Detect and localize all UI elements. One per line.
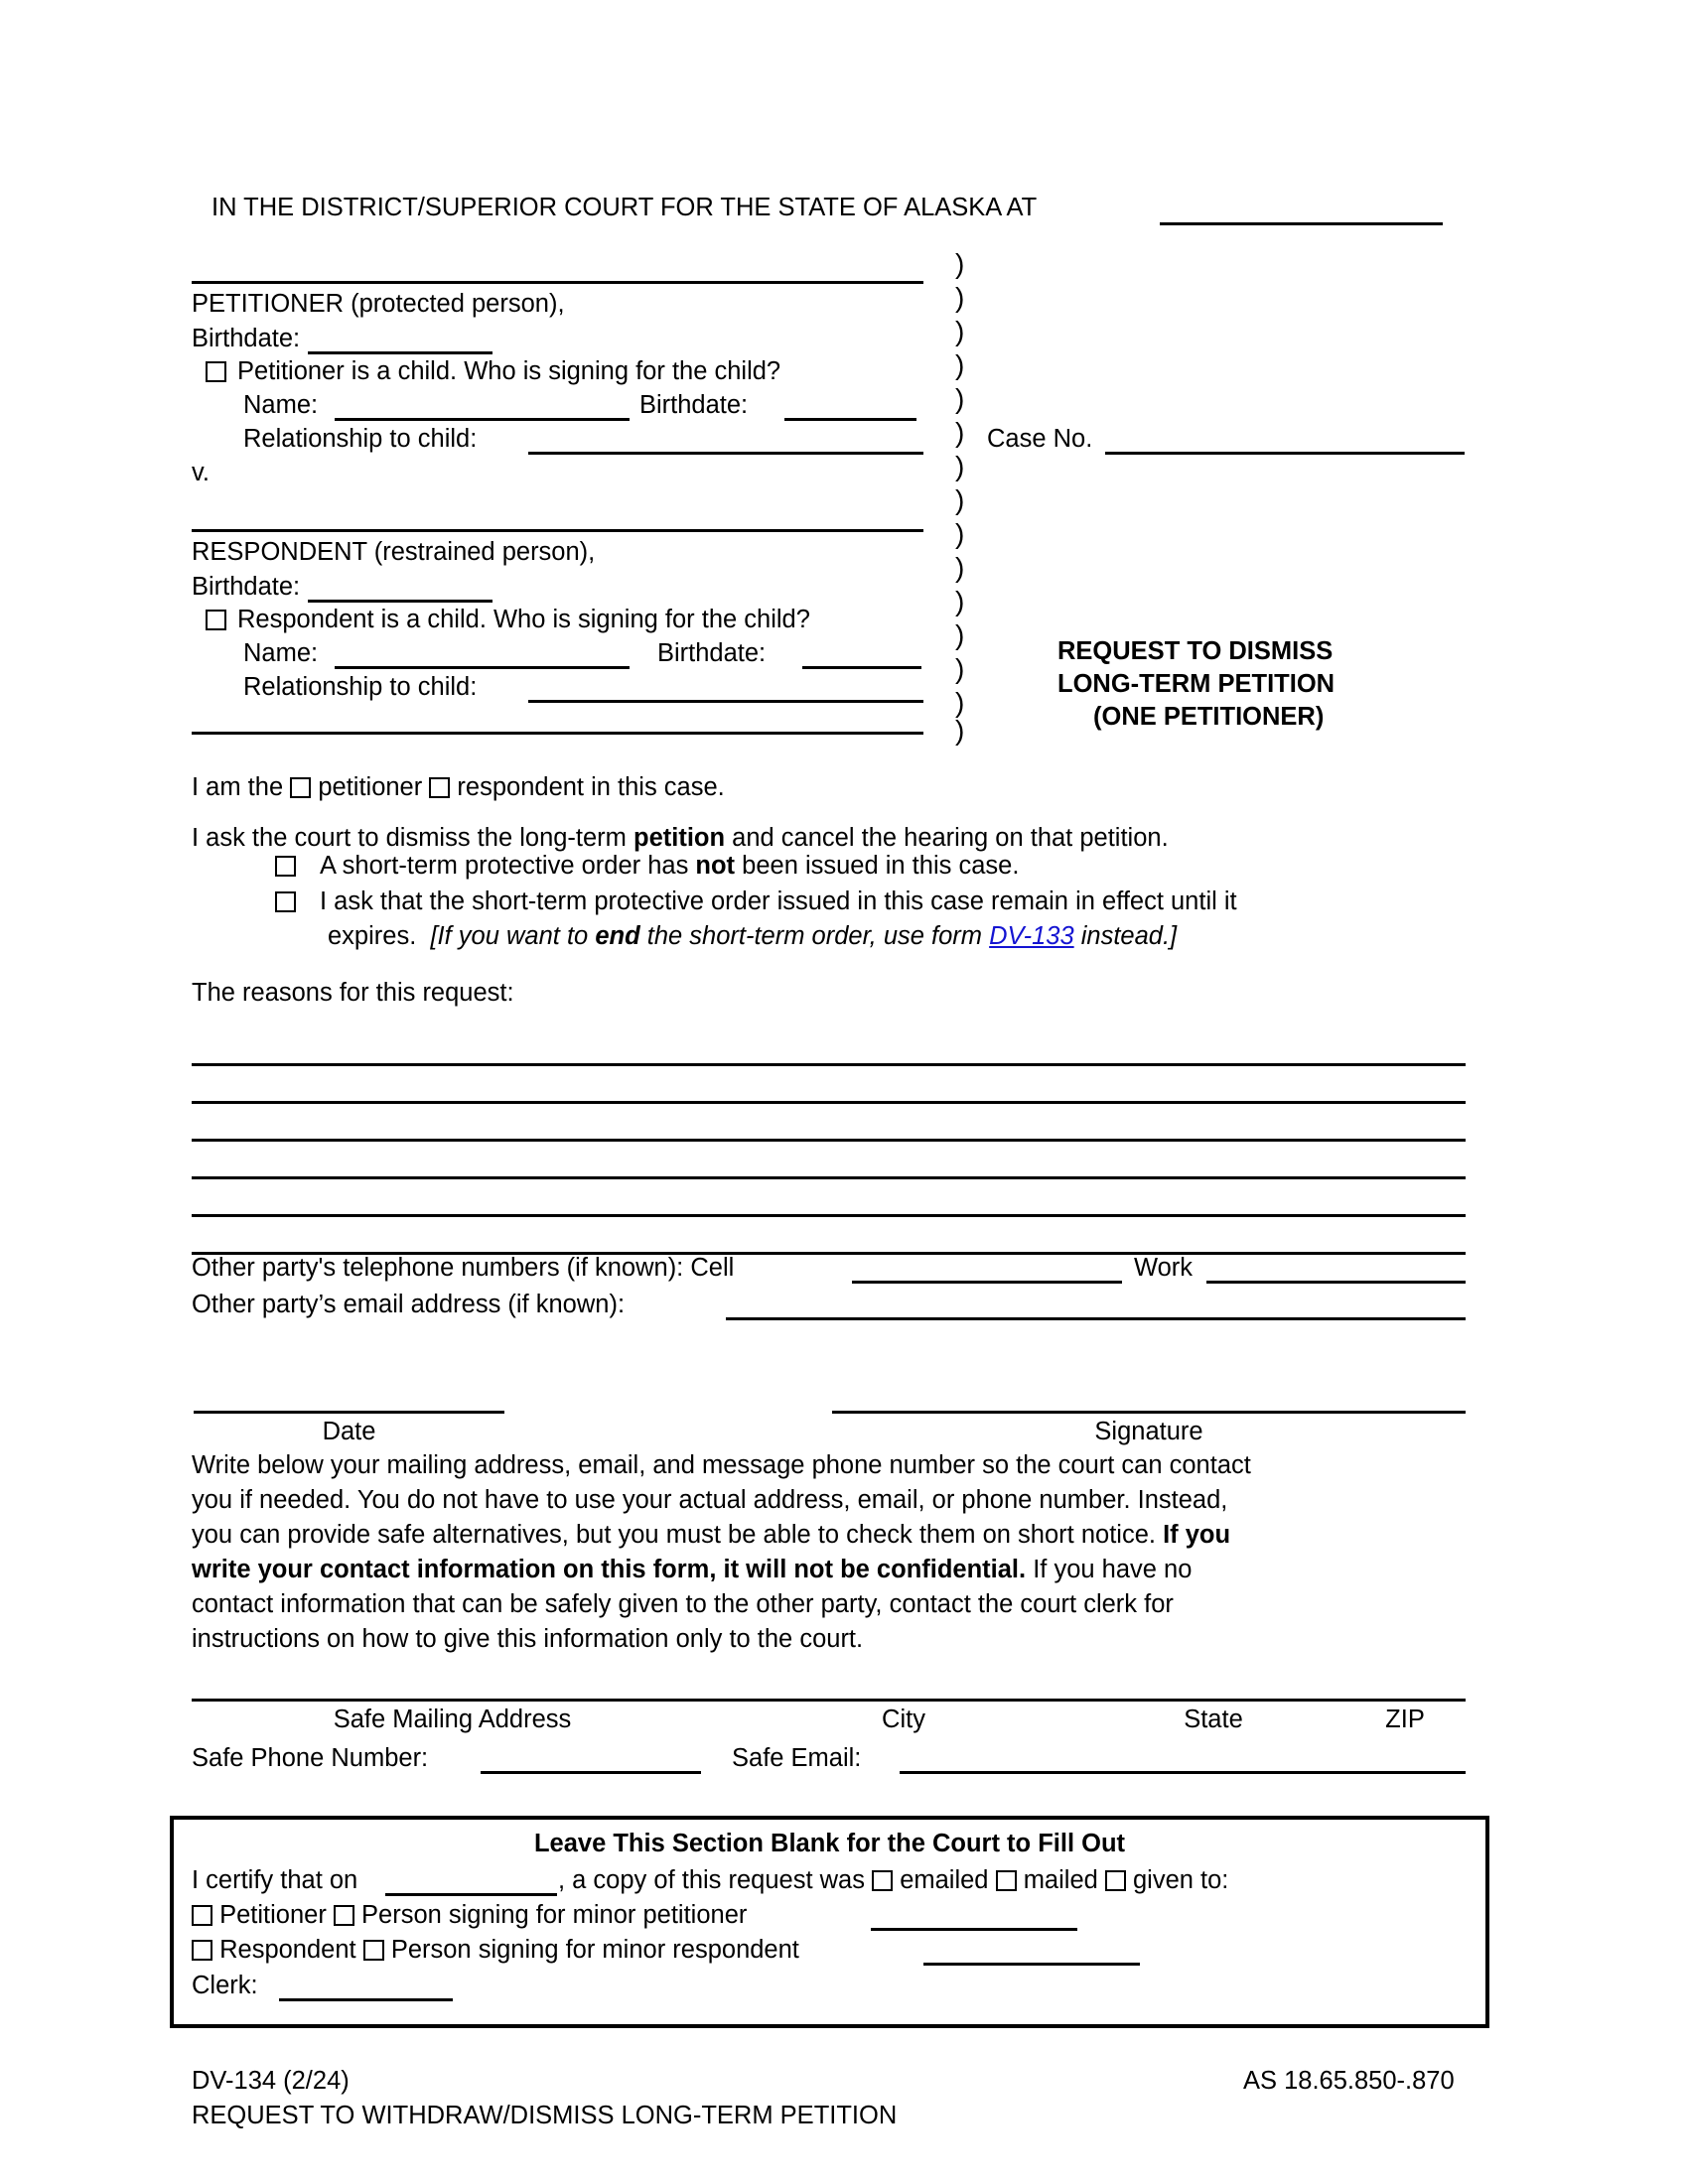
- caption-paren: ): [955, 316, 965, 346]
- contact-paragraph-line6: instructions on how to give this information only to the court.: [192, 1625, 864, 1653]
- date-signature-blank-date[interactable]: [194, 1411, 504, 1414]
- respondent-role-label: respondent in this case.: [457, 773, 725, 801]
- date-label: Date: [322, 1418, 376, 1445]
- court-section-heading: Leave This Section Blank for the Court to Fill Out: [533, 1830, 1126, 1857]
- petitioner-relationship-blank[interactable]: [528, 452, 923, 455]
- keep-short-term-order-checkbox[interactable]: [275, 891, 296, 912]
- respondent-relationship-label: Relationship to child:: [243, 673, 478, 701]
- caption-paren: ): [955, 619, 965, 650]
- caption-paren: ): [955, 586, 965, 616]
- keep-short-term-order-label-line1: I ask that the short-term protective order issued in this case remain in effect until it: [320, 887, 1237, 915]
- caption-paren: ): [955, 383, 965, 414]
- certify-mid-row: [558, 1865, 1228, 1895]
- contact-paragraph-line3: [192, 1520, 1230, 1550]
- respondent-signer-birthdate-label: Birthdate:: [657, 639, 767, 667]
- respondent-birthdate-blank[interactable]: [308, 600, 492, 603]
- option2-italic-pre: [If you want to: [430, 922, 596, 950]
- safe-email-blank[interactable]: [900, 1771, 1466, 1774]
- caption-bottom-rule: [192, 732, 923, 735]
- no-short-term-order-label: [320, 851, 1019, 881]
- signature-label: Signature: [1094, 1418, 1203, 1445]
- respondent-signer-name-label: Name:: [243, 639, 319, 667]
- served-minor-respondent-checkbox[interactable]: [363, 1940, 384, 1961]
- footer-form-number: DV-134 (2/24): [192, 2067, 350, 2095]
- option2-italic-bold: end: [595, 922, 640, 950]
- option1-bold: not: [695, 852, 736, 880]
- option2-note: [416, 922, 1177, 950]
- form-title-line2: LONG-TERM PETITION: [1057, 670, 1336, 698]
- given-to-label: given to:: [1133, 1866, 1229, 1894]
- court-location-blank[interactable]: [1160, 222, 1443, 225]
- case-number-label: Case No.: [987, 425, 1093, 453]
- emailed-checkbox[interactable]: [872, 1870, 893, 1891]
- option1-pre: A short-term protective order has: [320, 852, 696, 880]
- other-party-email-blank[interactable]: [726, 1317, 1466, 1320]
- petitioner-name-blank[interactable]: [192, 281, 923, 284]
- reason-line[interactable]: [192, 1101, 1466, 1104]
- reason-line[interactable]: [192, 1176, 1466, 1179]
- safe-city-label: City: [882, 1706, 925, 1733]
- reason-line[interactable]: [192, 1063, 1466, 1066]
- petitioner-birthdate-blank[interactable]: [308, 351, 492, 354]
- caption-paren: ): [955, 349, 965, 380]
- reason-line[interactable]: [192, 1214, 1466, 1217]
- caption-paren: ): [955, 653, 965, 684]
- petitioner-signer-name-blank[interactable]: [335, 418, 630, 421]
- safe-state-label: State: [1184, 1706, 1243, 1733]
- safe-zip-label: ZIP: [1385, 1706, 1425, 1733]
- respondent-birthdate-label: Birthdate:: [192, 573, 301, 601]
- caption-paren: ): [955, 484, 965, 515]
- form-title-line3: (ONE PETITIONER): [1093, 703, 1325, 731]
- caption-paren: ): [955, 715, 965, 746]
- clerk-blank[interactable]: [279, 1998, 453, 2001]
- served-petitioner-row: [192, 1900, 747, 1930]
- certify-pre: I certify that on: [192, 1866, 358, 1894]
- petitioner-relationship-label: Relationship to child:: [243, 425, 478, 453]
- respondent-signer-name-blank[interactable]: [335, 666, 630, 669]
- court-header-text: IN THE DISTRICT/SUPERIOR COURT FOR THE STATE OF ALASKA AT: [211, 194, 1038, 221]
- i-am-the-label: I am the: [192, 773, 284, 801]
- option2-italic-mid: the short-term order, use form: [639, 922, 990, 950]
- mailed-checkbox[interactable]: [996, 1870, 1017, 1891]
- respondent-is-child-checkbox[interactable]: [206, 610, 226, 630]
- served-respondent-label: Respondent: [219, 1936, 356, 1964]
- contact-line3-pre: you can provide safe alternatives, but you must be able to check them on short notice.: [192, 1521, 1164, 1549]
- other-party-phone-label: Other party's telephone numbers (if known): Cell: [192, 1254, 735, 1282]
- other-party-work-blank[interactable]: [1206, 1281, 1466, 1284]
- safe-address-blank[interactable]: [192, 1699, 1466, 1702]
- petitioner-role-label: petitioner: [318, 773, 423, 801]
- caption-paren: ): [955, 248, 965, 279]
- respondent-signer-birthdate-blank[interactable]: [802, 666, 921, 669]
- petitioner-label: PETITIONER (protected person),: [192, 290, 565, 318]
- served-minor-respondent-label: Person signing for minor respondent: [390, 1936, 799, 1964]
- served-minor-petitioner-label: Person signing for minor petitioner: [361, 1901, 748, 1929]
- party-role-row: [192, 772, 725, 802]
- footer-form-title: REQUEST TO WITHDRAW/DISMISS LONG-TERM PETITION: [192, 2102, 898, 2129]
- served-petitioner-label: Petitioner: [219, 1901, 327, 1929]
- served-respondent-checkbox[interactable]: [192, 1940, 212, 1961]
- safe-phone-blank[interactable]: [481, 1771, 701, 1774]
- served-minor-respondent-blank[interactable]: [923, 1963, 1140, 1966]
- contact-paragraph-line2: you if needed. You do not have to use your actual address, email, or phone number. Instead,: [192, 1486, 1228, 1514]
- dv-133-link[interactable]: DV-133: [989, 922, 1074, 950]
- option2-italic-post: instead.]: [1073, 922, 1178, 950]
- case-number-blank[interactable]: [1105, 452, 1465, 455]
- respondent-relationship-blank[interactable]: [528, 700, 923, 703]
- contact-line4-bold: write your contact information on this form, it will not be confidential.: [192, 1556, 1027, 1583]
- option1-post: been issued in this case.: [735, 852, 1020, 880]
- petitioner-signer-birthdate-label: Birthdate:: [639, 391, 749, 419]
- ask-court-sentence: [192, 823, 1169, 853]
- footer-statute: AS 18.65.850-.870: [1243, 2067, 1455, 2095]
- other-party-work-label: Work: [1134, 1254, 1194, 1282]
- caption-paren: ): [955, 687, 965, 718]
- ask-court-bold: petition: [633, 824, 726, 852]
- served-minor-petitioner-checkbox[interactable]: [334, 1905, 354, 1926]
- other-party-cell-blank[interactable]: [852, 1281, 1122, 1284]
- certify-date-blank[interactable]: [385, 1893, 557, 1896]
- clerk-label: Clerk:: [192, 1972, 258, 1999]
- contact-line3-bold: If you: [1163, 1521, 1231, 1549]
- petitioner-is-child-checkbox[interactable]: [206, 361, 226, 382]
- respondent-is-child-label: Respondent is a child. Who is signing for the child?: [237, 606, 810, 633]
- other-party-email-label: Other party’s email address (if known):: [192, 1291, 626, 1318]
- contact-paragraph-line5: contact information that can be safely given to the other party, contact the court clerk for: [192, 1590, 1174, 1618]
- versus-label: v.: [192, 459, 210, 486]
- safe-mailing-address-label: Safe Mailing Address: [333, 1706, 572, 1733]
- served-respondent-row: [192, 1935, 799, 1965]
- caption-paren: ): [955, 451, 965, 481]
- reasons-label: The reasons for this request:: [192, 979, 514, 1007]
- option2-expires: expires.: [328, 922, 417, 950]
- caption-paren: ): [955, 552, 965, 583]
- contact-paragraph-line1: Write below your mailing address, email, and message phone number so the court can contact: [192, 1451, 1251, 1479]
- petitioner-is-child-label: Petitioner is a child. Who is signing for the child?: [237, 357, 781, 385]
- ask-court-pre: I ask the court to dismiss the long-term: [192, 824, 634, 852]
- respondent-role-checkbox[interactable]: [429, 777, 450, 798]
- safe-email-label: Safe Email:: [732, 1744, 862, 1772]
- certify-row: [192, 1865, 357, 1895]
- keep-short-term-order-label-line2: [328, 921, 1177, 951]
- contact-line4-post: If you have no: [1026, 1556, 1193, 1583]
- served-petitioner-checkbox[interactable]: [192, 1905, 212, 1926]
- respondent-name-blank[interactable]: [192, 529, 923, 532]
- petitioner-birthdate-label: Birthdate:: [192, 325, 301, 352]
- petitioner-role-checkbox[interactable]: [290, 777, 311, 798]
- mailed-label: mailed: [1023, 1866, 1098, 1894]
- petitioner-signer-name-label: Name:: [243, 391, 319, 419]
- served-minor-petitioner-blank[interactable]: [871, 1928, 1077, 1931]
- caption-paren: ): [955, 282, 965, 313]
- form-title-line1: REQUEST TO DISMISS: [1057, 637, 1334, 665]
- date-signature-blank-signature[interactable]: [832, 1411, 1466, 1414]
- respondent-label: RESPONDENT (restrained person),: [192, 538, 596, 566]
- caption-paren: ): [955, 518, 965, 549]
- reason-line[interactable]: [192, 1139, 1466, 1142]
- ask-court-post: and cancel the hearing on that petition.: [725, 824, 1169, 852]
- contact-paragraph-line4: [192, 1555, 1192, 1584]
- petitioner-signer-birthdate-blank[interactable]: [784, 418, 916, 421]
- caption-paren: ): [955, 417, 965, 448]
- no-short-term-order-checkbox[interactable]: [275, 856, 296, 877]
- given-to-checkbox[interactable]: [1105, 1870, 1126, 1891]
- safe-phone-label: Safe Phone Number:: [192, 1744, 429, 1772]
- emailed-label: emailed: [900, 1866, 989, 1894]
- certify-mid: , a copy of this request was: [558, 1866, 865, 1894]
